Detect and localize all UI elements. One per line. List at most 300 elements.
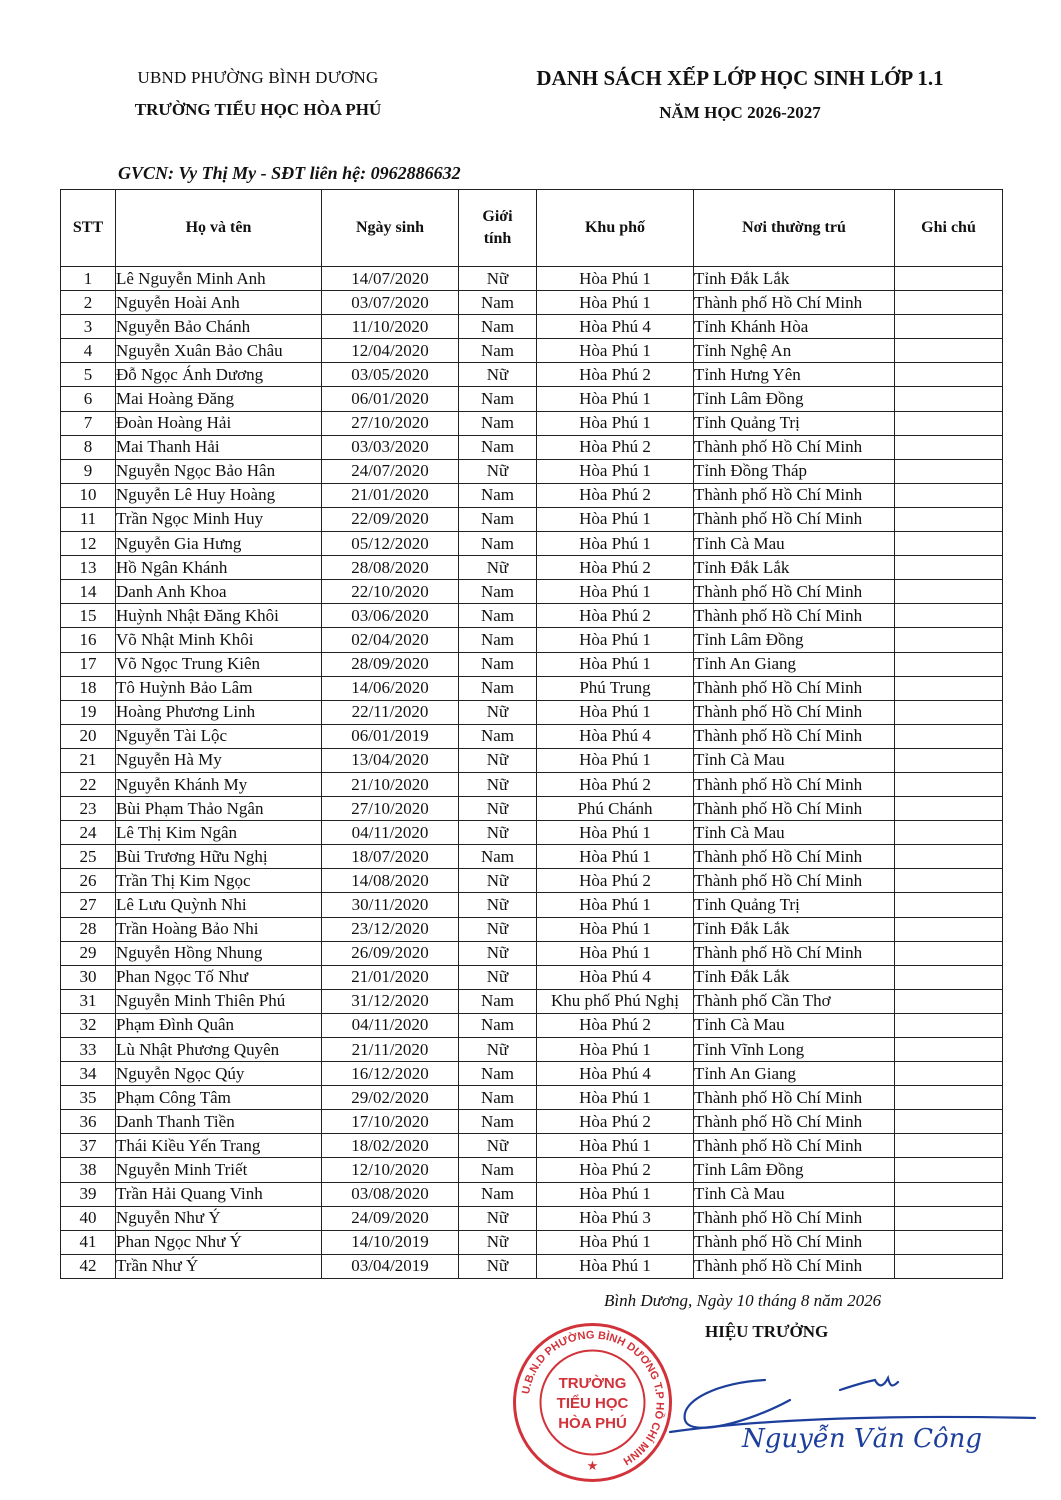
table-row (61, 941, 1003, 965)
cell-notes (895, 652, 1003, 676)
cell-stt: 34 (61, 1062, 116, 1086)
cell-birthdate: 18/07/2020 (322, 845, 459, 869)
cell-gender: Nam (459, 628, 537, 652)
svg-text:TIỂU HỌC: TIỂU HỌC (556, 1395, 629, 1412)
cell-name: Phan Ngọc Như Ý (116, 1230, 322, 1254)
cell-notes (895, 1062, 1003, 1086)
student-roster-table (60, 189, 1003, 1279)
cell-neighborhood: Hòa Phú 1 (537, 267, 694, 291)
cell-stt: 27 (61, 893, 116, 917)
cell-birthdate: 06/01/2019 (322, 724, 459, 748)
cell-residence: Tỉnh Cà Mau (694, 748, 895, 772)
cell-gender: Nam (459, 652, 537, 676)
cell-notes (895, 267, 1003, 291)
cell-stt: 15 (61, 604, 116, 628)
cell-notes (895, 387, 1003, 411)
cell-birthdate: 04/11/2020 (322, 821, 459, 845)
cell-name: Nguyễn Minh Triết (116, 1158, 322, 1182)
cell-neighborhood: Hòa Phú 3 (537, 1206, 694, 1230)
cell-notes (895, 1254, 1003, 1278)
cell-gender: Nữ (459, 459, 537, 483)
cell-gender: Nữ (459, 700, 537, 724)
cell-gender: Nam (459, 339, 537, 363)
cell-notes (895, 748, 1003, 772)
cell-stt: 38 (61, 1158, 116, 1182)
cell-notes (895, 532, 1003, 556)
cell-notes (895, 676, 1003, 700)
cell-birthdate: 22/11/2020 (322, 700, 459, 724)
table-row (61, 700, 1003, 724)
cell-notes (895, 363, 1003, 387)
header-gender: Giới tính (459, 190, 537, 267)
cell-residence: Tỉnh Vĩnh Long (694, 1038, 895, 1062)
document-title: DANH SÁCH XẾP LỚP HỌC SINH LỚP 1.1 (536, 66, 944, 90)
cell-name: Nguyễn Hồng Nhung (116, 941, 322, 965)
cell-name: Bùi Trương Hữu Nghị (116, 845, 322, 869)
table-row (61, 339, 1003, 363)
cell-neighborhood: Hòa Phú 2 (537, 556, 694, 580)
cell-notes (895, 435, 1003, 459)
table-row (61, 1086, 1003, 1110)
table-row (61, 1110, 1003, 1134)
cell-notes (895, 941, 1003, 965)
table-row (61, 1158, 1003, 1182)
cell-residence: Tỉnh Khánh Hòa (694, 315, 895, 339)
cell-name: Nguyễn Khánh My (116, 772, 322, 796)
cell-birthdate: 12/04/2020 (322, 339, 459, 363)
cell-gender: Nam (459, 1110, 537, 1134)
header-residence: Nơi thường trú (694, 190, 895, 267)
table-row (61, 1206, 1003, 1230)
cell-notes (895, 628, 1003, 652)
table-row (61, 1134, 1003, 1158)
cell-residence: Thành phố Hồ Chí Minh (694, 507, 895, 531)
cell-residence: Tỉnh Đắk Lắk (694, 267, 895, 291)
cell-notes (895, 797, 1003, 821)
cell-residence: Thành phố Hồ Chí Minh (694, 1134, 895, 1158)
cell-residence: Tỉnh Cà Mau (694, 1182, 895, 1206)
cell-birthdate: 17/10/2020 (322, 1110, 459, 1134)
svg-text:HÒA PHÚ: HÒA PHÚ (558, 1415, 627, 1432)
table-row (61, 459, 1003, 483)
cell-neighborhood: Hòa Phú 4 (537, 724, 694, 748)
table-row (61, 748, 1003, 772)
cell-residence: Thành phố Hồ Chí Minh (694, 941, 895, 965)
cell-stt: 17 (61, 652, 116, 676)
cell-neighborhood: Hòa Phú 1 (537, 1230, 694, 1254)
cell-notes (895, 989, 1003, 1013)
cell-gender: Nữ (459, 797, 537, 821)
cell-stt: 22 (61, 772, 116, 796)
cell-stt: 13 (61, 556, 116, 580)
cell-gender: Nữ (459, 941, 537, 965)
cell-residence: Tỉnh Đắk Lắk (694, 556, 895, 580)
cell-notes (895, 315, 1003, 339)
homeroom-teacher-line: GVCN: Vy Thị My - SĐT liên hệ: 0962886632 (118, 163, 461, 183)
table-row (61, 507, 1003, 531)
cell-gender: Nam (459, 483, 537, 507)
svg-text:TRƯỜNG: TRƯỜNG (558, 1375, 627, 1392)
table-row (61, 291, 1003, 315)
table-row (61, 821, 1003, 845)
cell-birthdate: 21/11/2020 (322, 1038, 459, 1062)
cell-neighborhood: Hòa Phú 2 (537, 1158, 694, 1182)
cell-birthdate: 24/07/2020 (322, 459, 459, 483)
table-row (61, 315, 1003, 339)
cell-stt: 11 (61, 507, 116, 531)
cell-residence: Thành phố Hồ Chí Minh (694, 1110, 895, 1134)
cell-stt: 28 (61, 917, 116, 941)
cell-gender: Nam (459, 1158, 537, 1182)
cell-birthdate: 14/06/2020 (322, 676, 459, 700)
cell-stt: 12 (61, 532, 116, 556)
cell-birthdate: 03/08/2020 (322, 1182, 459, 1206)
cell-stt: 18 (61, 676, 116, 700)
cell-notes (895, 1182, 1003, 1206)
cell-neighborhood: Hòa Phú 1 (537, 941, 694, 965)
cell-gender: Nam (459, 387, 537, 411)
cell-neighborhood: Hòa Phú 1 (537, 700, 694, 724)
cell-stt: 29 (61, 941, 116, 965)
cell-neighborhood: Hòa Phú 1 (537, 459, 694, 483)
cell-gender: Nam (459, 1062, 537, 1086)
cell-gender: Nữ (459, 1206, 537, 1230)
cell-stt: 19 (61, 700, 116, 724)
cell-neighborhood: Hòa Phú 1 (537, 748, 694, 772)
cell-birthdate: 13/04/2020 (322, 748, 459, 772)
cell-stt: 14 (61, 580, 116, 604)
cell-birthdate: 03/06/2020 (322, 604, 459, 628)
table-row (61, 965, 1003, 989)
cell-birthdate: 03/07/2020 (322, 291, 459, 315)
cell-stt: 40 (61, 1206, 116, 1230)
cell-residence: Thành phố Hồ Chí Minh (694, 604, 895, 628)
cell-residence: Thành phố Hồ Chí Minh (694, 845, 895, 869)
cell-gender: Nam (459, 989, 537, 1013)
cell-gender: Nữ (459, 556, 537, 580)
cell-birthdate: 14/10/2019 (322, 1230, 459, 1254)
cell-gender: Nữ (459, 267, 537, 291)
cell-gender: Nam (459, 532, 537, 556)
cell-birthdate: 31/12/2020 (322, 989, 459, 1013)
cell-name: Mai Hoàng Đăng (116, 387, 322, 411)
cell-birthdate: 27/10/2020 (322, 797, 459, 821)
cell-name: Phạm Công Tâm (116, 1086, 322, 1110)
table-row (61, 387, 1003, 411)
cell-gender: Nam (459, 604, 537, 628)
cell-name: Nguyễn Minh Thiên Phú (116, 989, 322, 1013)
cell-name: Phạm Đình Quân (116, 1013, 322, 1037)
cell-residence: Thành phố Hồ Chí Minh (694, 1206, 895, 1230)
cell-gender: Nam (459, 580, 537, 604)
cell-residence: Tỉnh Cà Mau (694, 821, 895, 845)
cell-name: Nguyễn Lê Huy Hoàng (116, 483, 322, 507)
signing-date: Bình Dương, Ngày 10 tháng 8 năm 2026 (604, 1291, 882, 1310)
cell-residence: Thành phố Cần Thơ (694, 989, 895, 1013)
cell-residence: Thành phố Hồ Chí Minh (694, 1254, 895, 1278)
cell-residence: Tỉnh Lâm Đồng (694, 1158, 895, 1182)
cell-neighborhood: Hòa Phú 2 (537, 869, 694, 893)
cell-stt: 6 (61, 387, 116, 411)
cell-gender: Nam (459, 724, 537, 748)
cell-name: Đoàn Hoàng Hải (116, 411, 322, 435)
cell-gender: Nữ (459, 772, 537, 796)
cell-stt: 10 (61, 483, 116, 507)
cell-gender: Nam (459, 315, 537, 339)
cell-name: Danh Thanh Tiền (116, 1110, 322, 1134)
cell-stt: 36 (61, 1110, 116, 1134)
header-name: Họ và tên (116, 190, 322, 267)
table-row (61, 435, 1003, 459)
cell-stt: 20 (61, 724, 116, 748)
cell-birthdate: 21/01/2020 (322, 483, 459, 507)
cell-name: Trần Ngọc Minh Huy (116, 507, 322, 531)
svg-text:★: ★ (586, 1458, 599, 1473)
table-row (61, 267, 1003, 291)
cell-residence: Thành phố Hồ Chí Minh (694, 1230, 895, 1254)
cell-neighborhood: Hòa Phú 1 (537, 1182, 694, 1206)
table-row (61, 1038, 1003, 1062)
cell-birthdate: 24/09/2020 (322, 1206, 459, 1230)
table-row (61, 797, 1003, 821)
cell-gender: Nam (459, 1013, 537, 1037)
cell-gender: Nam (459, 435, 537, 459)
cell-residence: Tỉnh An Giang (694, 652, 895, 676)
cell-birthdate: 29/02/2020 (322, 1086, 459, 1110)
cell-notes (895, 459, 1003, 483)
cell-name: Hoàng Phương Linh (116, 700, 322, 724)
cell-neighborhood: Phú Chánh (537, 797, 694, 821)
cell-residence: Thành phố Hồ Chí Minh (694, 483, 895, 507)
cell-name: Lê Thị Kim Ngân (116, 821, 322, 845)
cell-gender: Nam (459, 507, 537, 531)
cell-stt: 33 (61, 1038, 116, 1062)
cell-neighborhood: Hòa Phú 1 (537, 291, 694, 315)
cell-neighborhood: Hòa Phú 1 (537, 917, 694, 941)
cell-birthdate: 21/10/2020 (322, 772, 459, 796)
table-row (61, 1013, 1003, 1037)
cell-neighborhood: Hòa Phú 1 (537, 532, 694, 556)
table-row (61, 845, 1003, 869)
cell-name: Nguyễn Xuân Bảo Châu (116, 339, 322, 363)
cell-neighborhood: Hòa Phú 2 (537, 772, 694, 796)
cell-name: Danh Anh Khoa (116, 580, 322, 604)
cell-notes (895, 1134, 1003, 1158)
cell-gender: Nam (459, 845, 537, 869)
cell-neighborhood: Hòa Phú 2 (537, 483, 694, 507)
cell-notes (895, 556, 1003, 580)
cell-name: Thái Kiều Yến Trang (116, 1134, 322, 1158)
cell-neighborhood: Hòa Phú 1 (537, 1254, 694, 1278)
cell-residence: Tỉnh Lâm Đồng (694, 387, 895, 411)
cell-birthdate: 16/12/2020 (322, 1062, 459, 1086)
cell-stt: 7 (61, 411, 116, 435)
cell-gender: Nữ (459, 869, 537, 893)
cell-notes (895, 893, 1003, 917)
cell-notes (895, 339, 1003, 363)
cell-birthdate: 14/08/2020 (322, 869, 459, 893)
table-header-row (61, 190, 1003, 267)
cell-stt: 42 (61, 1254, 116, 1278)
cell-neighborhood: Hòa Phú 1 (537, 893, 694, 917)
cell-stt: 9 (61, 459, 116, 483)
cell-birthdate: 02/04/2020 (322, 628, 459, 652)
table-row (61, 1230, 1003, 1254)
cell-residence: Tỉnh Quảng Trị (694, 893, 895, 917)
table-row (61, 363, 1003, 387)
cell-stt: 30 (61, 965, 116, 989)
cell-gender: Nữ (459, 1230, 537, 1254)
cell-stt: 1 (61, 267, 116, 291)
cell-stt: 2 (61, 291, 116, 315)
cell-neighborhood: Hòa Phú 2 (537, 604, 694, 628)
cell-gender: Nữ (459, 1038, 537, 1062)
cell-gender: Nam (459, 291, 537, 315)
cell-name: Trần Như Ý (116, 1254, 322, 1278)
cell-neighborhood: Hòa Phú 1 (537, 507, 694, 531)
cell-gender: Nữ (459, 1134, 537, 1158)
cell-notes (895, 724, 1003, 748)
cell-birthdate: 27/10/2020 (322, 411, 459, 435)
cell-neighborhood: Hòa Phú 4 (537, 965, 694, 989)
cell-residence: Thành phố Hồ Chí Minh (694, 869, 895, 893)
cell-birthdate: 12/10/2020 (322, 1158, 459, 1182)
cell-name: Trần Hoàng Bảo Nhi (116, 917, 322, 941)
cell-notes (895, 1086, 1003, 1110)
table-row (61, 917, 1003, 941)
org-name: UBND PHƯỜNG BÌNH DƯƠNG (137, 68, 379, 87)
cell-neighborhood: Hòa Phú 4 (537, 1062, 694, 1086)
cell-notes (895, 291, 1003, 315)
principal-name: Nguyễn Văn Công (742, 1424, 983, 1454)
cell-stt: 24 (61, 821, 116, 845)
cell-notes (895, 1013, 1003, 1037)
cell-neighborhood: Hòa Phú 1 (537, 580, 694, 604)
cell-neighborhood: Hòa Phú 1 (537, 387, 694, 411)
table-row (61, 1182, 1003, 1206)
cell-name: Nguyễn Ngọc Qúy (116, 1062, 322, 1086)
cell-name: Bùi Phạm Thảo Ngân (116, 797, 322, 821)
cell-birthdate: 06/01/2020 (322, 387, 459, 411)
cell-notes (895, 869, 1003, 893)
table-row (61, 772, 1003, 796)
table-row (61, 604, 1003, 628)
cell-name: Võ Nhật Minh Khôi (116, 628, 322, 652)
cell-birthdate: 21/01/2020 (322, 965, 459, 989)
cell-residence: Thành phố Hồ Chí Minh (694, 291, 895, 315)
cell-stt: 31 (61, 989, 116, 1013)
table-row (61, 580, 1003, 604)
cell-name: Nguyễn Hoài Anh (116, 291, 322, 315)
cell-name: Lù Nhật Phương Quyên (116, 1038, 322, 1062)
cell-neighborhood: Hòa Phú 1 (537, 628, 694, 652)
cell-residence: Tỉnh An Giang (694, 1062, 895, 1086)
cell-stt: 23 (61, 797, 116, 821)
cell-neighborhood: Hòa Phú 2 (537, 1013, 694, 1037)
cell-residence: Tỉnh Hưng Yên (694, 363, 895, 387)
cell-name: Hồ Ngân Khánh (116, 556, 322, 580)
cell-stt: 26 (61, 869, 116, 893)
cell-stt: 5 (61, 363, 116, 387)
cell-gender: Nữ (459, 917, 537, 941)
cell-name: Lê Lưu Quỳnh Nhi (116, 893, 322, 917)
cell-neighborhood: Hòa Phú 1 (537, 1086, 694, 1110)
table-row (61, 652, 1003, 676)
cell-residence: Tỉnh Đắk Lắk (694, 917, 895, 941)
cell-stt: 3 (61, 315, 116, 339)
cell-residence: Tỉnh Cà Mau (694, 1013, 895, 1037)
cell-stt: 21 (61, 748, 116, 772)
cell-name: Tô Huỳnh Bảo Lâm (116, 676, 322, 700)
cell-neighborhood: Hòa Phú 1 (537, 339, 694, 363)
cell-birthdate: 28/08/2020 (322, 556, 459, 580)
cell-birthdate: 30/11/2020 (322, 893, 459, 917)
cell-residence: Thành phố Hồ Chí Minh (694, 797, 895, 821)
cell-birthdate: 14/07/2020 (322, 267, 459, 291)
cell-birthdate: 04/11/2020 (322, 1013, 459, 1037)
cell-gender: Nữ (459, 965, 537, 989)
cell-neighborhood: Khu phố Phú Nghị (537, 989, 694, 1013)
cell-neighborhood: Hòa Phú 1 (537, 411, 694, 435)
cell-residence: Thành phố Hồ Chí Minh (694, 724, 895, 748)
table-row (61, 411, 1003, 435)
cell-notes (895, 917, 1003, 941)
header-stt: STT (61, 190, 116, 267)
cell-birthdate: 18/02/2020 (322, 1134, 459, 1158)
cell-name: Lê Nguyễn Minh Anh (116, 267, 322, 291)
cell-residence: Tỉnh Nghệ An (694, 339, 895, 363)
cell-neighborhood: Hòa Phú 1 (537, 845, 694, 869)
cell-notes (895, 411, 1003, 435)
cell-stt: 8 (61, 435, 116, 459)
cell-birthdate: 05/12/2020 (322, 532, 459, 556)
cell-neighborhood: Hòa Phú 2 (537, 363, 694, 387)
table-row (61, 869, 1003, 893)
cell-gender: Nam (459, 1086, 537, 1110)
cell-residence: Tỉnh Đồng Tháp (694, 459, 895, 483)
cell-gender: Nam (459, 411, 537, 435)
cell-gender: Nữ (459, 893, 537, 917)
header-birthdate: Ngày sinh (322, 190, 459, 267)
cell-name: Nguyễn Như Ý (116, 1206, 322, 1230)
cell-name: Trần Hải Quang Vinh (116, 1182, 322, 1206)
cell-name: Trần Thị Kim Ngọc (116, 869, 322, 893)
header-neighborhood: Khu phố (537, 190, 694, 267)
cell-notes (895, 507, 1003, 531)
table-row (61, 1062, 1003, 1086)
cell-name: Võ Ngọc Trung Kiên (116, 652, 322, 676)
header-right (500, 66, 980, 123)
cell-notes (895, 965, 1003, 989)
cell-notes (895, 1206, 1003, 1230)
cell-name: Nguyễn Bảo Chánh (116, 315, 322, 339)
cell-stt: 32 (61, 1013, 116, 1037)
cell-notes (895, 845, 1003, 869)
cell-residence: Tỉnh Quảng Trị (694, 411, 895, 435)
cell-neighborhood: Hòa Phú 1 (537, 1134, 694, 1158)
cell-stt: 37 (61, 1134, 116, 1158)
cell-neighborhood: Hòa Phú 2 (537, 435, 694, 459)
table-body (61, 267, 1003, 1279)
table-row (61, 989, 1003, 1013)
cell-notes (895, 1230, 1003, 1254)
cell-gender: Nữ (459, 821, 537, 845)
cell-name: Nguyễn Ngọc Bảo Hân (116, 459, 322, 483)
cell-residence: Tỉnh Cà Mau (694, 532, 895, 556)
cell-notes (895, 700, 1003, 724)
cell-name: Nguyễn Tài Lộc (116, 724, 322, 748)
cell-stt: 41 (61, 1230, 116, 1254)
